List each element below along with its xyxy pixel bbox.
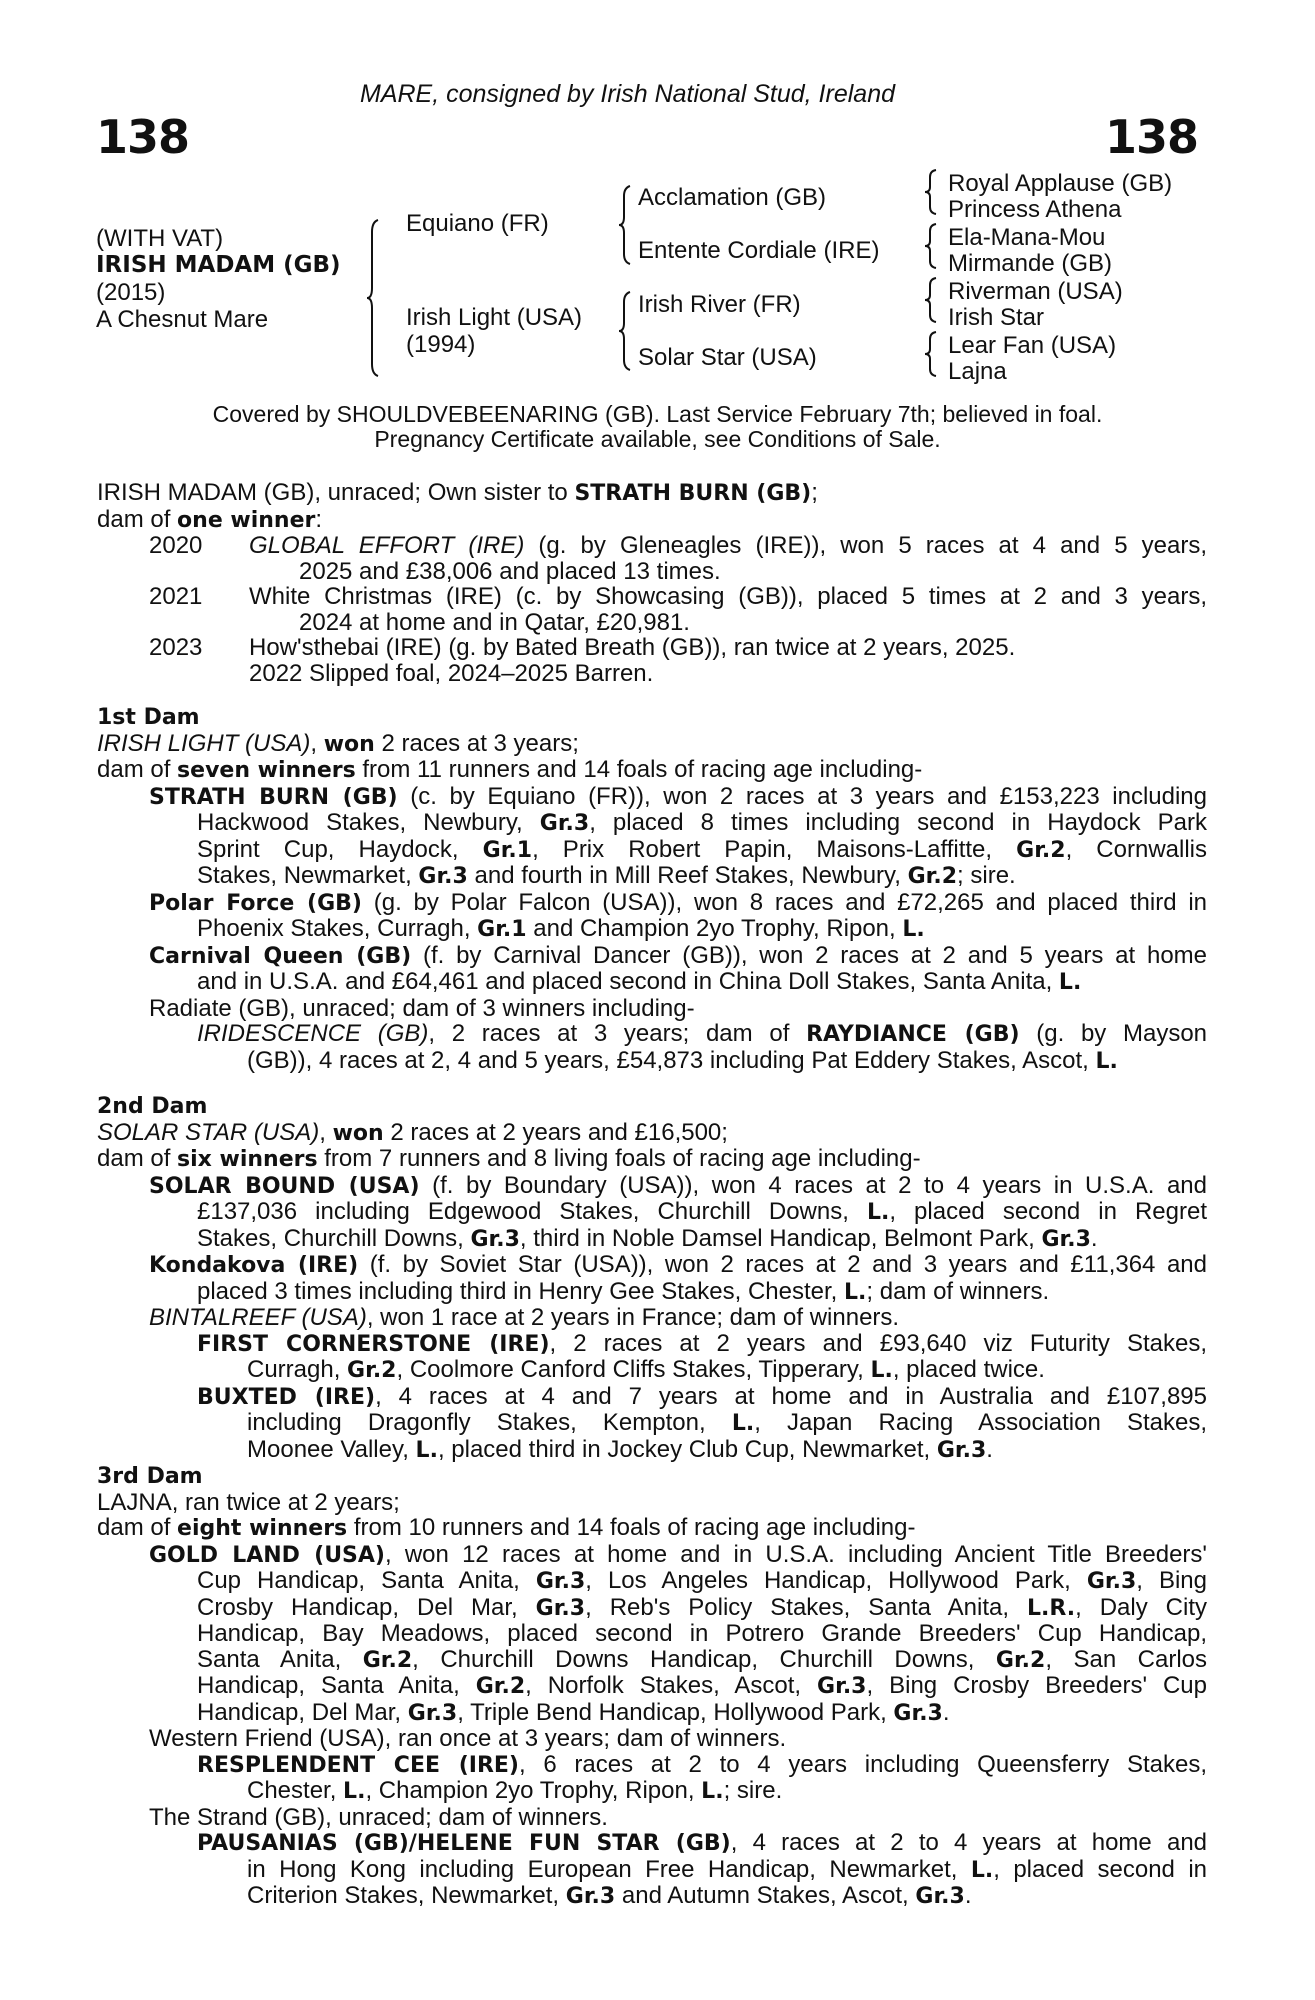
produce-text: , 4 races at 4 and 7 years at home and in Australia and £107,895 — [375, 1382, 1207, 1410]
produce-name: IRIDESCENCE (GB) — [197, 1020, 429, 1047]
produce-cont: 2024 at home and in Qatar, £20,981. — [299, 608, 690, 636]
second-dam-section — [97, 1094, 1207, 1463]
produce-text: Handicap, Santa Anita, — [197, 1672, 476, 1699]
produce-name: FIRST CORNERSTONE (IRE) — [197, 1331, 550, 1357]
lot-number-right: 138 — [1105, 110, 1199, 164]
grade: L. — [844, 1279, 867, 1305]
produce-text: , placed twice. — [892, 1356, 1045, 1383]
produce-text: , Japan Racing Association Stakes, — [754, 1409, 1207, 1436]
pedigree-brace-g3-3 — [924, 276, 938, 324]
grade: Gr.3 — [936, 1437, 987, 1463]
produce-text: , Norfolk Stakes, Ascot, — [525, 1672, 818, 1699]
dam-of: dam of — [97, 1514, 178, 1541]
pedigree-sire-sire: Acclamation (GB) — [638, 184, 827, 211]
produce-entry — [97, 943, 1207, 970]
intro-winners: one winner — [177, 507, 316, 533]
produce-text: , placed third in Jockey Club Cup, Newmarket, — [437, 1435, 937, 1463]
grade: Gr.3 — [915, 1884, 965, 1909]
produce-text: , won 12 races at home and in U.S.A. including Ancient Title Breeders' — [384, 1540, 1207, 1568]
produce-text: , Reb's Policy Stakes, Santa Anita, — [585, 1593, 1027, 1621]
produce-text: Crosby Handicap, Del Mar, — [197, 1593, 536, 1621]
dam-record: 2 races at 2 years and £16,500; — [383, 1118, 728, 1146]
produce-name: Polar Force (GB) — [149, 890, 362, 916]
produce-year: 2020 — [149, 532, 203, 559]
produce-text: , Bing — [1136, 1567, 1207, 1594]
produce-text: Hackwood Stakes, Newbury, — [197, 809, 540, 836]
grade: Gr.2 — [347, 1358, 397, 1383]
horse-description: A Chesnut Mare — [96, 306, 269, 333]
intro-text: IRISH MADAM (GB), unraced; Own sister to — [97, 479, 575, 506]
third-dam-section — [97, 1464, 1207, 1910]
pedigree-g3-1: Royal Applause (GB) — [948, 170, 1173, 197]
produce-text: , Cornwallis — [1065, 835, 1208, 863]
grade: Gr.3 — [535, 1595, 586, 1621]
produce-text: and fourth in Mill Reef Stakes, Newbury, — [467, 862, 908, 889]
produce-text: , placed second in Regret — [889, 1198, 1208, 1225]
runners-text: from 11 runners and 14 foals of racing age including- — [355, 756, 923, 783]
pedigree-dam-year: (1994) — [406, 331, 476, 358]
produce-entry: Radiate (GB), unraced; dam of 3 winners including- — [149, 994, 695, 1022]
grade: L. — [902, 917, 925, 942]
produce-entry — [97, 1305, 1207, 1331]
pedigree-g3-8: Lajna — [948, 358, 1007, 385]
sep: , — [319, 1118, 333, 1146]
produce-text: ; dam of winners. — [866, 1277, 1050, 1305]
runners-text: from 7 runners and 8 living foals of racing age including- — [317, 1145, 921, 1172]
grade: L. — [970, 1857, 994, 1883]
produce-text: , Daly City — [1075, 1593, 1208, 1621]
produce-text: . — [1090, 1224, 1098, 1252]
produce-text: , Churchill Downs Handicap, Churchill Downs, — [412, 1645, 996, 1673]
grade: Gr.2 — [362, 1647, 413, 1673]
grade: Gr.3 — [418, 864, 468, 889]
dam-record: 2 races at 3 years; — [374, 729, 579, 757]
dam-of: dam of — [97, 1145, 178, 1172]
produce-name: SOLAR BOUND (USA) — [149, 1173, 420, 1199]
winners-count: six winners — [177, 1147, 318, 1172]
produce-name: STRATH BURN (GB) — [149, 784, 398, 810]
produce-entry: The Strand (GB), unraced; dam of winners. — [149, 1803, 608, 1831]
grade: L. — [701, 1779, 724, 1804]
covering-note — [0, 402, 1315, 452]
produce-text: , 6 races at 2 to 4 years including Queensferry Stakes, — [518, 1750, 1207, 1778]
produce-entry — [97, 1542, 1207, 1569]
grade: Gr.2 — [1016, 837, 1066, 863]
produce-name: Kondakova (IRE) — [149, 1253, 359, 1278]
intro-punct: ; — [811, 479, 818, 506]
grade: Gr.3 — [535, 1569, 586, 1594]
grade: L. — [343, 1779, 366, 1804]
dam-record: LAJNA, ran twice at 2 years; — [97, 1488, 400, 1516]
produce-text: (g. by Polar Falcon (USA)), won 8 races and £72,265 and placed third in — [361, 888, 1207, 916]
intro-dam-of: dam of — [97, 505, 178, 533]
produce-text: . — [986, 1435, 993, 1463]
produce-text: including Dragonfly Stakes, Kempton, — [247, 1409, 732, 1436]
produce-entry: Western Friend (USA), ran once at 3 years; dam of winners. — [149, 1725, 787, 1752]
dam-name: IRISH LIGHT (USA) — [97, 729, 311, 757]
pedigree-g3-2: Princess Athena — [948, 196, 1122, 223]
produce-section — [97, 480, 1207, 686]
first-dam-heading: 1st Dam — [97, 705, 200, 730]
produce-text: , 2 races at 3 years; dam of — [428, 1020, 807, 1047]
pedigree-brace-g3-4 — [924, 330, 938, 378]
produce-text: Chester, — [247, 1777, 344, 1804]
covering-line-1: Covered by SHOULDVEBEENARING (GB). Last Service February 7th; believed in foal. — [212, 401, 1103, 427]
produce-text: placed 3 times including third in Henry Gee Stakes, Chester, — [197, 1277, 844, 1305]
produce-text: Santa Anita, — [197, 1645, 363, 1673]
produce-text: (g. by Mayson — [1019, 1020, 1208, 1047]
produce-text: Curragh, — [247, 1356, 348, 1383]
produce-text: ; sire. — [957, 862, 1016, 889]
second-dam-heading: 2nd Dam — [97, 1094, 208, 1119]
pedigree-brace-gen1 — [366, 218, 380, 378]
produce-text: White Christmas (IRE) (c. by Showcasing (GB)), placed 5 times at 2 and 3 years, — [249, 583, 1207, 610]
produce-entry — [97, 890, 1207, 917]
produce-text: Stakes, Newmarket, — [197, 862, 419, 889]
produce-text: , Los Angeles Handicap, Hollywood Park, — [585, 1567, 1087, 1594]
lot-number-left: 138 — [96, 110, 190, 164]
produce-name: RESPLENDENT CEE (IRE) — [197, 1752, 519, 1778]
produce-text: (f. by Carnival Dancer (GB)), won 2 races at 2 and 5 years at home — [411, 941, 1207, 969]
intro-colon: : — [315, 505, 323, 533]
grade: L. — [415, 1437, 438, 1463]
pedigree-sire-dam: Entente Cordiale (IRE) — [638, 237, 880, 264]
produce-text: . — [964, 1882, 972, 1909]
pedigree-g3-7: Lear Fan (USA) — [948, 332, 1117, 359]
pedigree-g3-6: Irish Star — [948, 304, 1045, 331]
grade: Gr.3 — [539, 811, 590, 836]
produce-text: , placed second in — [993, 1855, 1207, 1883]
produce-name: BUXTED (IRE) — [197, 1384, 376, 1410]
grade: L. — [870, 1358, 893, 1383]
produce-name: GLOBAL EFFORT (IRE) — [249, 532, 525, 559]
grade: L. — [1095, 1048, 1118, 1074]
grade: Gr.3 — [817, 1674, 867, 1699]
dam-of: dam of — [97, 756, 178, 783]
produce-name: Carnival Queen (GB) — [149, 943, 412, 969]
produce-text: Handicap, Del Mar, — [197, 1698, 408, 1726]
produce-entry — [97, 1252, 1207, 1279]
produce-name: BINTALREEF (USA) — [149, 1304, 367, 1331]
pedigree-g3-4: Mirmande (GB) — [948, 250, 1113, 277]
produce-text: and in U.S.A. and £64,461 and placed second in China Doll Stakes, Santa Anita, — [197, 968, 1059, 995]
produce-text: (g. by Gleneagles (IRE)), won 5 races at 4 and 5 years, — [524, 532, 1207, 559]
horse-vat: (WITH VAT) — [96, 225, 224, 252]
produce-name: PAUSANIAS (GB)/HELENE FUN STAR (GB) — [197, 1831, 731, 1856]
pedigree-dam-dam: Solar Star (USA) — [638, 344, 817, 371]
produce-text: , 2 races at 2 years and £93,640 viz Futurity Stakes, — [549, 1329, 1207, 1357]
produce-cont: 2025 and £38,006 and placed 13 times. — [299, 557, 721, 585]
produce-text: and Autumn Stakes, Ascot, — [615, 1882, 916, 1909]
produce-text: , Bing Crosby Breeders' Cup — [866, 1672, 1208, 1699]
produce-entry — [97, 784, 1207, 811]
grade: Gr.1 — [482, 837, 533, 863]
pedigree-dam-sire: Irish River (FR) — [638, 291, 801, 318]
produce-text: (f. by Boundary (USA)), won 4 races at 2 to 4 years in U.S.A. and — [419, 1171, 1207, 1199]
horse-year: (2015) — [96, 279, 166, 306]
produce-text: Moonee Valley, — [247, 1435, 416, 1463]
produce-text: , Coolmore Canford Cliffs Stakes, Tipperary, — [396, 1356, 871, 1383]
dam-name: SOLAR STAR (USA) — [97, 1118, 320, 1146]
pedigree-brace-dam — [618, 290, 632, 372]
grade: Gr.2 — [995, 1647, 1046, 1673]
grade: Gr.3 — [1086, 1569, 1137, 1594]
produce-text: Criterion Stakes, Newmarket, — [247, 1882, 566, 1909]
produce-name: GOLD LAND (USA) — [149, 1542, 385, 1568]
winners-count: seven winners — [177, 758, 356, 783]
produce-text: and Champion 2yo Trophy, Ripon, — [526, 915, 903, 942]
produce-text: in Hong Kong including European Free Handicap, Newmarket, — [247, 1855, 971, 1883]
pedigree-brace-sire — [618, 184, 632, 266]
grade: L.R. — [1026, 1595, 1076, 1621]
third-dam-heading: 3rd Dam — [97, 1464, 203, 1489]
grade: L. — [731, 1411, 755, 1436]
grade: Gr.2 — [907, 864, 958, 889]
pedigree-g3-3: Ela-Mana-Mou — [948, 224, 1106, 251]
grade: Gr.3 — [470, 1226, 520, 1252]
grade: Gr.3 — [407, 1700, 458, 1726]
horse-name: IRISH MADAM (GB) — [96, 252, 341, 278]
grade: L. — [1058, 970, 1082, 995]
produce-text: Handicap, Bay Meadows, placed second in Potrero Grande Breeders' Cup Handicap, — [197, 1620, 1207, 1647]
produce-text: (c. by Equiano (FR)), won 2 races at 3 years and £153,223 including — [397, 782, 1207, 810]
produce-text: £137,036 including Edgewood Stakes, Churchill Downs, — [197, 1198, 867, 1225]
pedigree-sire: Equiano (FR) — [406, 210, 549, 237]
produce-entry — [97, 1173, 1207, 1200]
pedigree-dam: Irish Light (USA) — [406, 304, 583, 331]
first-dam-section — [97, 705, 1207, 1074]
produce-text: , Champion 2yo Trophy, Ripon, — [365, 1777, 702, 1804]
produce-text: , third in Noble Damsel Handicap, Belmont Park, — [519, 1224, 1042, 1252]
pedigree-g3-5: Riverman (USA) — [948, 278, 1123, 305]
grade: Gr.1 — [477, 917, 527, 942]
produce-note: 2022 Slipped foal, 2024–2025 Barren. — [249, 659, 654, 687]
produce-text: . — [942, 1698, 950, 1726]
produce-text: (GB)), 4 races at 2, 4 and 5 years, £54,873 including Pat Eddery Stakes, Ascot, — [247, 1046, 1096, 1074]
intro-sibling: STRATH BURN (GB) — [574, 481, 812, 506]
produce-text: Phoenix Stakes, Curragh, — [197, 915, 478, 942]
produce-text: Cup Handicap, Santa Anita, — [197, 1567, 536, 1594]
produce-text: , San Carlos — [1045, 1645, 1208, 1673]
grade: Gr.2 — [475, 1674, 526, 1699]
produce-text: (f. by Soviet Star (USA)), won 2 races at 2 and 3 years and £11,364 and — [358, 1251, 1208, 1278]
won: won — [332, 1120, 384, 1146]
produce-text: ; sire. — [723, 1777, 783, 1804]
grade: L. — [866, 1200, 890, 1225]
produce-text: , won 1 race at 2 years in France; dam of winners. — [366, 1304, 900, 1331]
runners-text: from 10 runners and 14 foals of racing age including- — [347, 1514, 916, 1541]
pedigree-brace-g3-2 — [924, 222, 938, 270]
produce-text: , 4 races at 2 to 4 years at home and — [730, 1829, 1208, 1856]
produce-year: 2021 — [149, 583, 203, 610]
pedigree-brace-g3-1 — [924, 168, 938, 216]
grade: Gr.3 — [893, 1700, 943, 1726]
grade: Gr.3 — [1041, 1226, 1091, 1252]
produce-text: Stakes, Churchill Downs, — [197, 1224, 471, 1252]
produce-text: , Prix Robert Papin, Maisons-Laffitte, — [532, 835, 1017, 863]
winners-count: eight winners — [177, 1516, 348, 1541]
produce-name: RAYDIANCE (GB) — [806, 1022, 1020, 1047]
produce-text: , Triple Bend Handicap, Hollywood Park, — [457, 1698, 894, 1726]
produce-year: 2023 — [149, 634, 203, 661]
consignor-line: MARE, consigned by Irish National Stud, Ireland — [360, 80, 895, 108]
grade: Gr.3 — [565, 1884, 616, 1909]
sep: , — [310, 729, 324, 757]
produce-text: How'sthebai (IRE) (g. by Bated Breath (GB)), ran twice at 2 years, 2025. — [249, 634, 1016, 661]
produce-text: Sprint Cup, Haydock, — [197, 835, 483, 863]
won: won — [323, 731, 375, 757]
covering-line-2: Pregnancy Certificate available, see Conditions of Sale. — [374, 426, 941, 452]
produce-text: , placed 8 times including second in Haydock Park — [589, 809, 1208, 836]
